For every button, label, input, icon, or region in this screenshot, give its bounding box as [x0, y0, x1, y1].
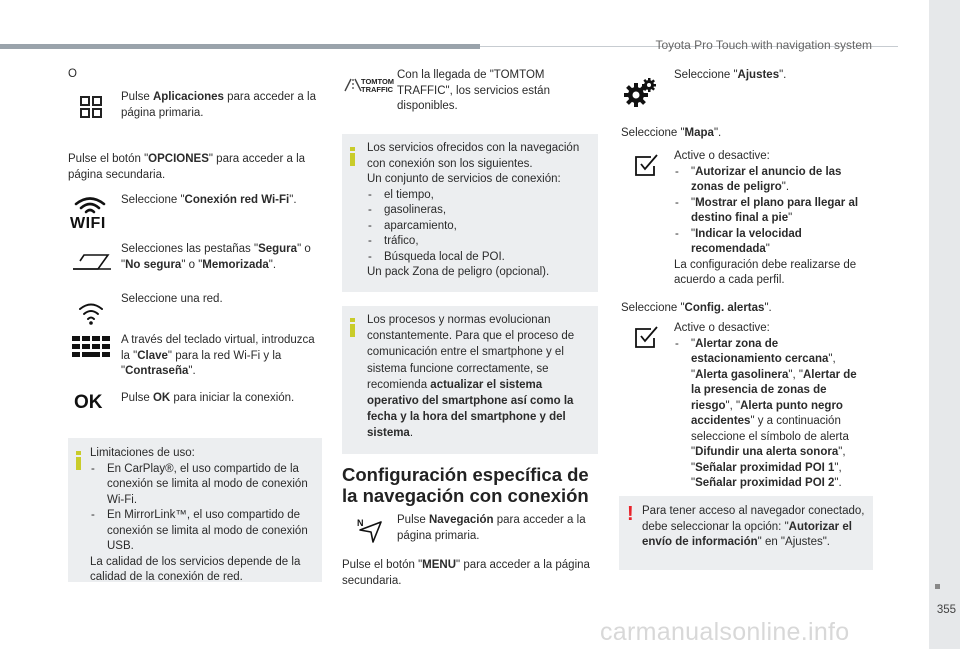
- warning-text: Para tener acceso al navegador conectado, debe seleccionar la opción: "Autorizar el envío de información" en "Ajustes".: [642, 505, 865, 548]
- wifi-icon-label: WIFI: [70, 215, 106, 232]
- menu-instruction: Pulse el botón "MENU" para acceder a la página secundaria.: [342, 559, 590, 587]
- tabs-instruction: Selecciones las pestañas "Segura" o "No segura" o "Memorizada".: [121, 243, 311, 271]
- info-icon: [350, 147, 356, 165]
- network-instruction: Seleccione una red.: [121, 293, 223, 305]
- services-item: - gasolineras,: [367, 203, 593, 219]
- apps-instruction: Pulse Aplicaciones para acceder a la página primaria.: [121, 91, 316, 119]
- page-dot-marker: [935, 584, 940, 589]
- options-instruction: Pulse el botón "OPCIONES" para acceder a la página secundaria.: [68, 153, 306, 181]
- gear-icon: [624, 78, 658, 108]
- wifi-signal-icon: [78, 300, 104, 326]
- procedures-text: Los procesos y normas evolucionan constantemente. Para que el proceso de comunicación entre el smartphone y el sistema funcione correctamente, se recomienda actualizar el sistema operativo del smartphone así como la fecha y la hora del smartphone y del sistema.: [367, 314, 575, 440]
- ok-icon: OK: [74, 392, 103, 413]
- limitations-item: - En CarPlay®, el uso compartido de la conexión se limita al modo de conexión Wi-Fi.: [90, 462, 316, 509]
- activate-item: - "Autorizar el anuncio de las zonas de peligro".: [674, 165, 869, 196]
- services-text: [367, 141, 593, 281]
- ok-instruction: Pulse OK para iniciar la conexión.: [121, 392, 295, 404]
- tomtom-label-line2: TRAFFIC: [361, 85, 394, 94]
- header-rule: [0, 44, 480, 49]
- watermark: carmanualsonline.info: [600, 618, 850, 646]
- navigation-icon: [357, 518, 383, 544]
- wifi-icon: [72, 196, 108, 214]
- services-item: - Búsqueda local de POI.: [367, 250, 593, 266]
- services-item: - el tiempo,: [367, 188, 593, 204]
- config-alerts-instruction: Seleccione "Config. alertas".: [621, 302, 772, 314]
- limitations-footer: La calidad de los servicios depende de la calidad de la conexión de red.: [90, 555, 301, 583]
- keyboard-instruction: A través del teclado virtual, introduzca la "Clave" para la red Wi-Fi y la "Contraseña".: [121, 334, 315, 377]
- checkbox-check-icon: [635, 326, 659, 348]
- warning-icon: !: [627, 503, 634, 525]
- page-header-title: Toyota Pro Touch with navigation system: [655, 38, 872, 52]
- tomtom-label-line1: TOMTOM: [361, 77, 395, 86]
- limitations-item: - En MirrorLink™, el uso compartido de conexión se limita al modo de conexión USB.: [90, 508, 316, 555]
- activate-list-1: [674, 149, 869, 289]
- page-side-tab: [929, 0, 960, 649]
- activate-footer: La configuración debe realizarse de acuerdo a cada perfil.: [674, 258, 857, 286]
- apps-grid-icon: [80, 96, 102, 118]
- wifi-select-instruction: Seleccione "Conexión red Wi-Fi".: [121, 194, 297, 206]
- tab-shape-icon: [72, 253, 112, 271]
- activate-title: Active o desactive:: [674, 322, 770, 334]
- services-intro: Los servicios ofrecidos con la navegación con conexión son los siguientes.: [367, 142, 580, 170]
- mapa-instruction: Seleccione "Mapa".: [621, 127, 722, 139]
- section-heading: Configuración específica de la navegación con conexión: [342, 464, 589, 506]
- activate-title: Active o desactive:: [674, 150, 770, 162]
- activate-item: - "Alertar zona de estacionamiento cercana", "Alerta gasolinera", "Alertar de la presencia de zonas de riesgo", "Alerta punto negro accidentes" y a continuación seleccione el símbolo de alerta "Difundir una alerta sonora", "Señalar proximidad POI 1", "Señalar proximidad POI 2".: [674, 337, 869, 492]
- services-sub: Un conjunto de servicios de conexión:: [367, 173, 561, 185]
- nav-instruction: Pulse Navegación para acceder a la página primaria.: [397, 514, 586, 542]
- services-item: - aparcamiento,: [367, 219, 593, 235]
- limitations-text: [90, 446, 316, 586]
- info-icon: [350, 318, 356, 336]
- activate-item: - "Indicar la velocidad recomendada": [674, 227, 869, 258]
- tomtom-icon-label: [361, 78, 394, 94]
- keyboard-icon: [72, 336, 110, 358]
- tomtom-text: Con la llegada de "TOMTOM TRAFFIC", los servicios están disponibles.: [397, 69, 550, 112]
- tomtom-traffic-icon: [344, 78, 362, 92]
- services-item: - tráfico,: [367, 234, 593, 250]
- svg-text:N: N: [357, 518, 364, 528]
- or-text: O: [68, 68, 77, 80]
- activate-item: - "Mostrar el plano para llegar al destino final a pie": [674, 196, 869, 227]
- page-number: 355: [936, 604, 956, 616]
- limitations-title: Limitaciones de uso:: [90, 447, 195, 459]
- checkbox-check-icon: [635, 154, 659, 176]
- info-icon: [76, 451, 82, 469]
- ajustes-instruction: Seleccione "Ajustes".: [674, 69, 787, 81]
- services-footer: Un pack Zona de peligro (opcional).: [367, 266, 550, 278]
- activate-list-2: [674, 321, 869, 492]
